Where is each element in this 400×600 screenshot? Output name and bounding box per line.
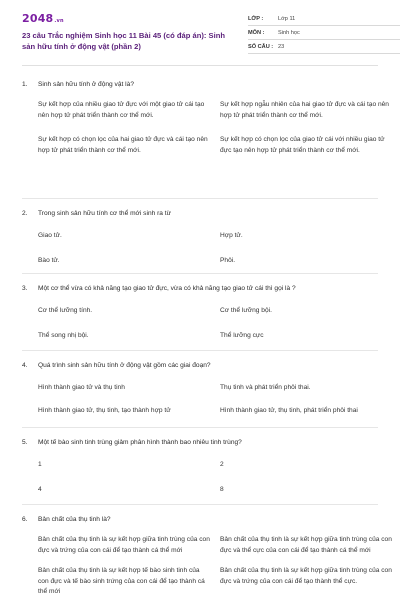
question-number: 3. [22,285,28,292]
question-number: 4. [22,362,28,369]
question-number: 6. [22,516,28,523]
meta-row-subject [248,26,400,40]
question-text: Sinh sản hữu tính ở động vật là? [38,81,134,88]
answer-options [22,231,378,266]
answer-option[interactable]: Sự kết hợp có chọn lọc của hai giao tử đực và cái tạo nên hợp tử phát triển thành cơ thể mới. [38,136,208,154]
answer-option[interactable]: Thụ tinh và phát triển phôi thai. [220,384,311,391]
question-number: 2. [22,210,28,217]
question-5 [22,436,378,505]
answer-option[interactable]: Thể song nhị bội. [38,331,89,339]
site-logo[interactable] [22,12,64,25]
answer-option[interactable]: 1 [38,461,42,468]
answer-option[interactable]: Bản chất của thụ tinh là sự kết hợp giữa tinh trùng của con đực và trứng của con cái để tạo thành cá thể mới [38,536,210,554]
answer-option[interactable]: Bản chất của thụ tinh là sự kết hợp giữa tinh trùng của con đực và thể cực của con cái để tạo thành cá thể mới [220,536,392,554]
answer-options [22,535,392,598]
question-1 [22,78,389,199]
question-text: Bản chất của thụ tinh là? [38,516,111,523]
answer-option[interactable]: Sự kết hợp của nhiều giao tử đực với một giao tử cái tạo nên hợp tử phát triển thành cơ thể mới. [38,101,205,119]
meta-row-class [248,12,400,26]
answer-options [22,306,378,341]
answer-options [22,100,389,156]
answer-option[interactable]: Bản chất của thụ tinh là sự kết hợp tế bào sinh tinh của con đực và tế bào sinh trứng của con cái để tạo thành cá thể mới [38,567,205,595]
meta-row-count [248,40,400,54]
answer-option[interactable]: Hình thành giao tử và thụ tinh [38,384,125,391]
document-title: 23 câu Trắc nghiệm Sinh học 11 Bài 45 (có đáp án): Sinh sản hữu tính ở động vật (phần 2) [22,31,225,51]
meta-value: Lớp 11 [278,15,296,22]
question-number: 1. [22,81,28,88]
answer-option[interactable]: Cơ thể lưỡng tính. [38,307,93,314]
meta-value: Sinh học [278,29,300,36]
answer-option[interactable]: 8 [220,485,224,493]
answer-option[interactable]: 4 [38,485,42,493]
answer-option[interactable]: Hợp tử. [220,232,243,239]
answer-option[interactable]: Giao tử. [38,232,62,239]
question-6 [22,513,392,600]
question-3 [22,282,378,351]
question-list [22,78,392,600]
answer-option[interactable]: Phôi. [220,256,236,264]
question-text: Trong sinh sản hữu tính cơ thể mới sinh ra từ [38,210,172,217]
logo-text: 2048 [22,12,54,25]
question-text: Quá trình sinh sản hữu tính ở động vật gồm các giai đoạn? [38,362,211,369]
answer-option[interactable]: Hình thành giao tử, thụ tinh, phát triển phôi thai [220,406,358,414]
answer-option[interactable]: Cơ thể lưỡng bội. [220,307,272,314]
answer-option[interactable]: Bản chất của thụ tinh là sự kết hợp giữa tinh trùng của con đực và trứng của con cái để tạo thành thể cực. [220,567,392,585]
answer-option[interactable]: Sự kết hợp ngẫu nhiên của hai giao tử đực và cái tạo nên hợp tử phát triển thành cơ thể mới. [220,101,389,119]
logo-suffix: .vn [54,18,64,24]
question-text: Một cơ thể vừa có khả năng tạo giao tử đực, vừa có khả năng tạo giao tử cái thì gọi là ? [38,285,296,292]
meta-key: SỐ CÂU : [248,43,274,50]
meta-key: MÔN : [248,29,265,36]
meta-key: LỚP : [248,15,264,22]
answer-option[interactable]: Thể lưỡng cực [220,331,264,339]
question-4 [22,359,378,428]
meta-value: 23 [278,43,285,50]
answer-options [22,383,378,416]
question-text: Một tế bào sinh tinh trùng giảm phân hình thành bao nhiêu tinh trùng? [38,439,242,446]
answer-option[interactable]: Hình thành giao tử, thụ tinh, tạo thành hợp tử [38,406,171,414]
answer-option[interactable]: Sự kết hợp có chọn lọc của giao tử cái với nhiều giao tử đực tạo nên hợp tử phát triển thành cơ thể mới. [220,136,385,154]
meta-info [248,12,400,54]
answer-option[interactable]: 2 [220,461,224,468]
page-header [22,0,378,66]
answer-option[interactable]: Bào tử. [38,256,60,264]
answer-options [22,460,378,495]
question-2 [22,207,378,274]
question-number: 5. [22,439,28,446]
